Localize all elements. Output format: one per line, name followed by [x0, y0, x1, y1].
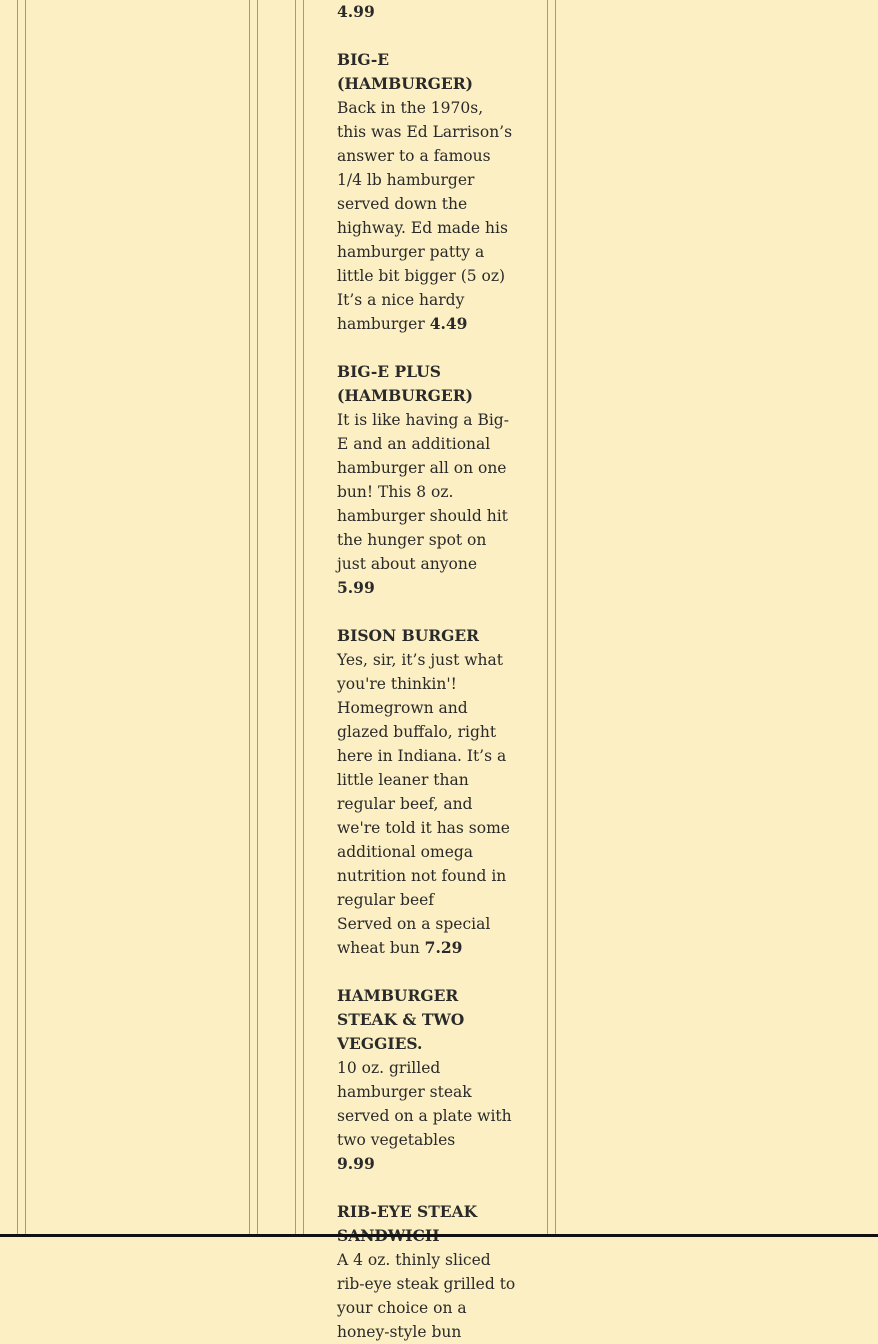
column-rule	[295, 0, 296, 1234]
menu-column	[337, 0, 517, 1344]
item-description: Back in the 1970s, this was Ed Larrison’s answer to a famous 1/4 lb hamburger served down the highway. Ed made his hamburger patty a little bit bigger (5 oz)	[337, 99, 513, 285]
column-rule	[555, 0, 556, 1234]
item-title: RIB-EYE STEAK	[337, 1202, 478, 1221]
menu-item-big-e-plus	[337, 360, 517, 600]
column-rule	[17, 0, 18, 1234]
column-rule	[25, 0, 26, 1234]
item-title: BISON BURGER	[337, 626, 480, 645]
item-description: 10 oz. grilled hamburger steak served on a plate with two vegetables	[337, 1059, 512, 1149]
menu-item-rib-eye-steak-sandwich	[337, 1200, 517, 1344]
column-rule	[249, 0, 250, 1234]
item-price: 9.99	[337, 1154, 375, 1173]
item-description: Yes, sir, it’s just what you're thinkin'! Homegrown and glazed buffalo, right here in Indiana. It’s a little leaner than regular beef, and we're told it has some additional omega nutrition not found in regular beef	[337, 651, 510, 909]
item-price: 4.49	[429, 314, 468, 333]
item-description-extra: It’s a nice hardy hamburger 4.49	[337, 291, 468, 333]
column-rule	[547, 0, 548, 1234]
column-rule	[257, 0, 258, 1234]
item-price: 7.29	[424, 938, 463, 957]
menu-item-hamburger-steak	[337, 984, 517, 1176]
item-title: BIG-E PLUS (HAMBURGER)	[337, 362, 473, 405]
item-title: HAMBURGER STEAK & TWO VEGGIES.	[337, 986, 465, 1053]
top-price: 4.99	[337, 2, 375, 21]
item-description-extra: Served on a special wheat bun 7.29	[337, 915, 491, 957]
menu-item-big-e	[337, 48, 517, 336]
item-price: 5.99	[337, 578, 375, 597]
item-description: It is like having a Big-E and an additional hamburger all on one bun! This 8 oz. hamburger should hit the hunger spot on just about anyone	[337, 411, 509, 573]
column-rule	[303, 0, 304, 1234]
menu-item-bison-burger	[337, 624, 517, 960]
item-description: A 4 oz. thinly sliced rib-eye steak grilled to your choice on a honey-style bun	[337, 1251, 516, 1341]
item-title: BIG-E (HAMBURGER)	[337, 50, 473, 93]
